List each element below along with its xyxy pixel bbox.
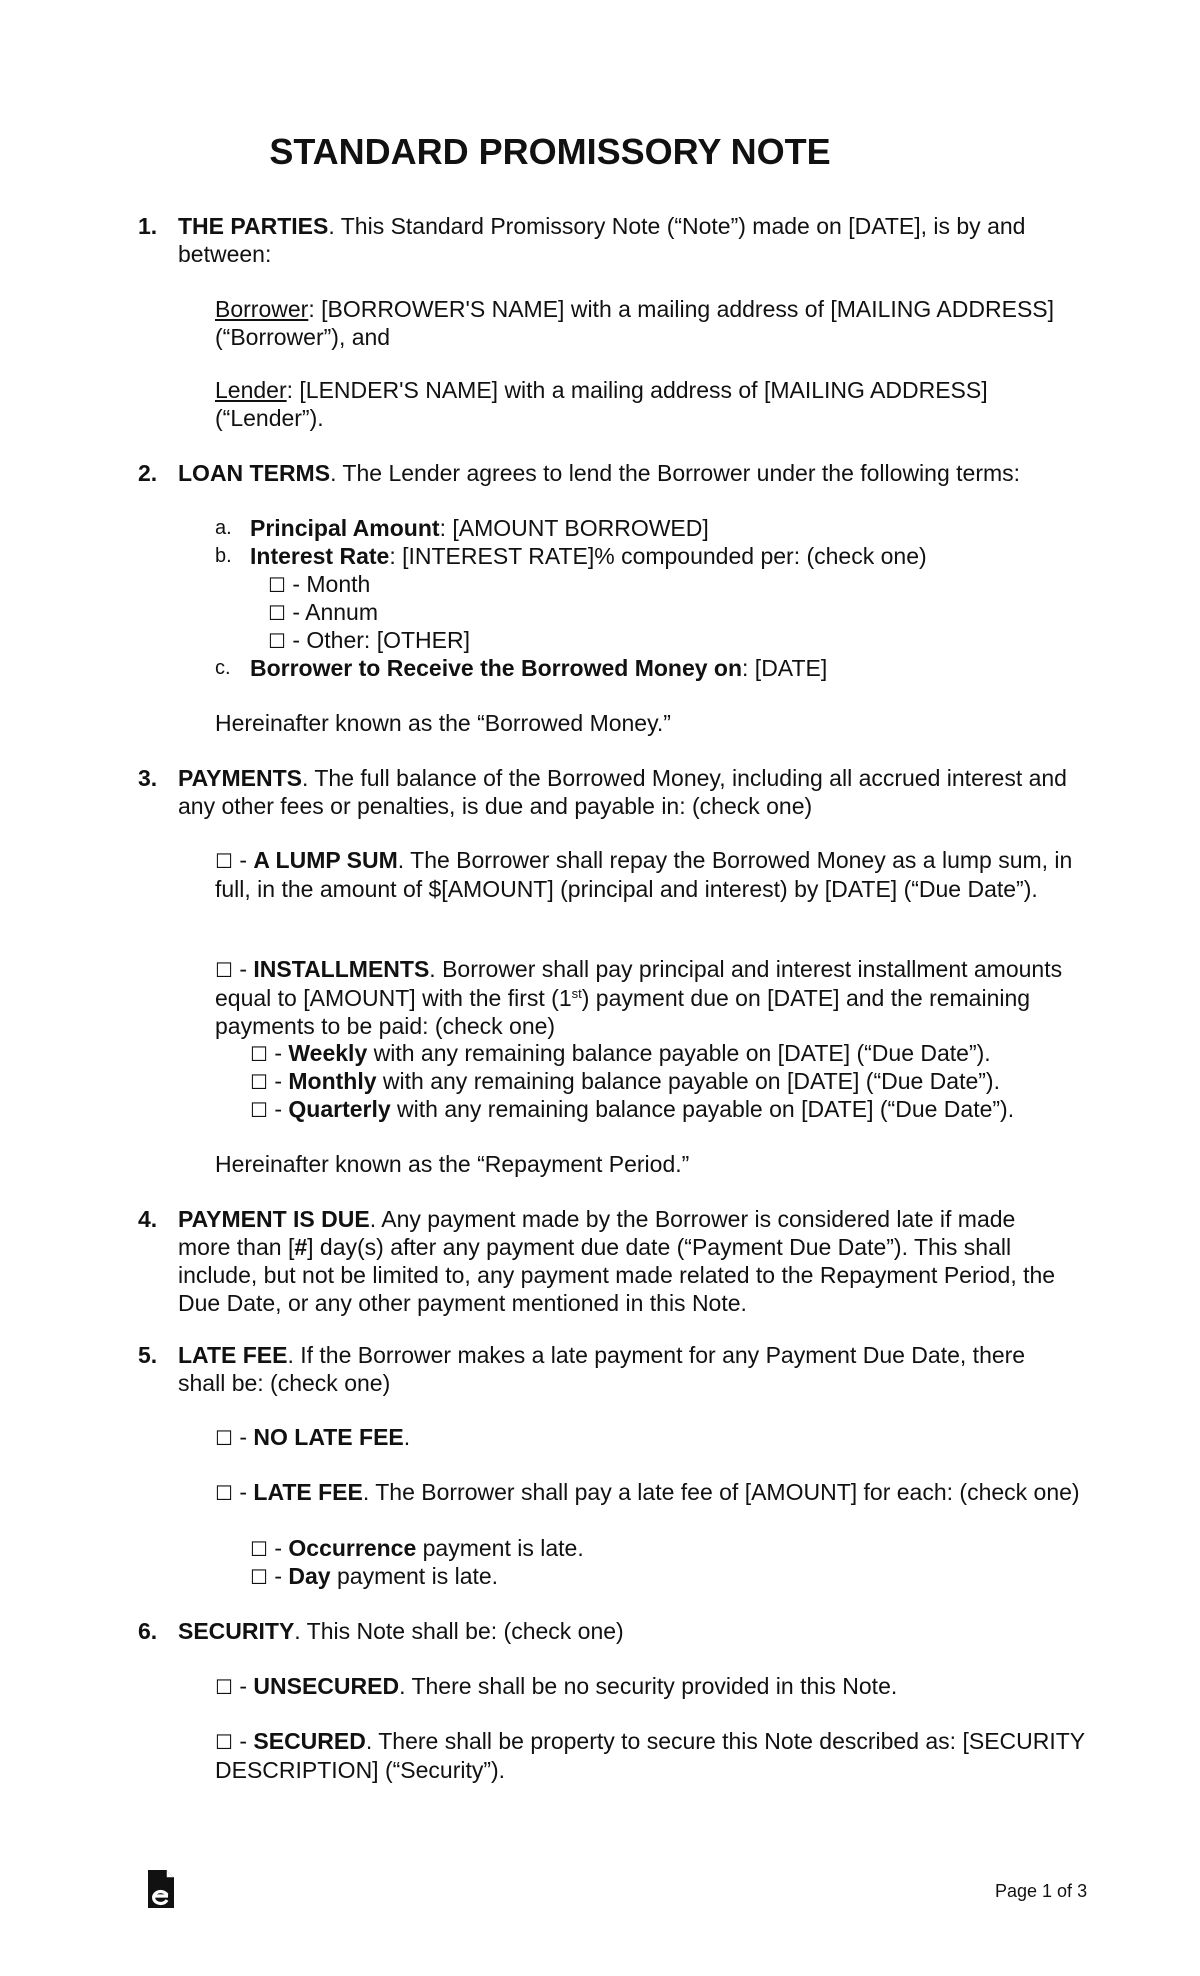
document-logo-icon — [146, 1868, 176, 1910]
section-number: 4. — [138, 1206, 158, 1232]
option-monthly: ☐ - Monthly with any remaining balance payable on [DATE] (“Due Date”). — [250, 1068, 1000, 1094]
section-heading: PAYMENTS — [178, 765, 302, 791]
checkbox-late-fee[interactable]: ☐ — [215, 1481, 233, 1505]
section-heading: SECURITY — [178, 1618, 295, 1644]
section-text: SECURITY. This Note shall be: (check one) — [178, 1618, 624, 1644]
section-security — [140, 1617, 1070, 1645]
section-number: 3. — [138, 765, 158, 791]
option-occurrence: ☐ - Occurrence payment is late. — [250, 1535, 584, 1561]
checkbox-lump-sum[interactable]: ☐ — [215, 849, 233, 873]
document-title: STANDARD PROMISSORY NOTE — [269, 131, 831, 172]
term-interest-rate: b. Interest Rate: [INTEREST RATE]% compounded per: (check one) — [215, 543, 927, 569]
option-other: ☐ - Other: [OTHER] — [268, 627, 470, 653]
option-month: ☐ - Month — [268, 571, 371, 597]
checkbox-unsecured[interactable]: ☐ — [215, 1675, 233, 1699]
section-text: LATE FEE. If the Borrower makes a late payment for any Payment Due Date, there shall be: (check one) — [178, 1342, 1026, 1396]
repayment-period-definition: Hereinafter known as the “Repayment Period.” — [215, 1151, 690, 1177]
list-letter: a. — [215, 517, 232, 539]
checkbox-annum[interactable]: ☐ — [268, 601, 286, 625]
checkbox-month[interactable]: ☐ — [268, 573, 286, 597]
checkbox-quarterly[interactable]: ☐ — [250, 1098, 268, 1122]
section-text: LOAN TERMS. The Lender agrees to lend the Borrower under the following terms: — [178, 460, 1021, 486]
section-payments — [140, 764, 1070, 820]
option-late-fee: ☐ - LATE FEE. The Borrower shall pay a late fee of [AMOUNT] for each: (check one) — [215, 1479, 1080, 1505]
checkbox-monthly[interactable]: ☐ — [250, 1070, 268, 1094]
section-loan-terms — [140, 459, 1070, 487]
lender-clause: Lender: [LENDER'S NAME] with a mailing address of [MAILING ADDRESS] (“Lender”). — [215, 377, 988, 431]
option-day: ☐ - Day payment is late. — [250, 1563, 499, 1589]
option-unsecured: ☐ - UNSECURED. There shall be no security provided in this Note. — [215, 1673, 898, 1699]
section-heading: LATE FEE — [178, 1342, 288, 1368]
checkbox-secured[interactable]: ☐ — [215, 1730, 233, 1754]
list-letter: c. — [215, 657, 231, 679]
section-payment-due — [140, 1205, 1070, 1317]
checkbox-day[interactable]: ☐ — [250, 1565, 268, 1589]
section-parties — [140, 212, 1070, 268]
list-letter: b. — [215, 545, 232, 567]
checkbox-weekly[interactable]: ☐ — [250, 1042, 268, 1066]
lender-label: Lender — [215, 377, 287, 403]
section-heading: LOAN TERMS — [178, 460, 331, 486]
term-receive-date: c. Borrower to Receive the Borrowed Money on: [DATE] — [215, 655, 828, 681]
section-text: PAYMENTS. The full balance of the Borrowed Money, including all accrued interest and any other fees or penalties, is due and payable in: (check one) — [178, 765, 1067, 819]
checkbox-other[interactable]: ☐ — [268, 629, 286, 653]
term-principal: a. Principal Amount: [AMOUNT BORROWED] — [215, 515, 709, 541]
checkbox-occurrence[interactable]: ☐ — [250, 1537, 268, 1561]
section-number: 6. — [138, 1618, 158, 1644]
section-heading: THE PARTIES — [178, 213, 329, 239]
option-secured: ☐ - SECURED. There shall be property to secure this Note described as: [SECURITY DESCRIPTION] (“Security”). — [215, 1728, 1085, 1783]
borrowed-money-definition: Hereinafter known as the “Borrowed Money.” — [215, 710, 671, 736]
section-late-fee — [140, 1341, 1070, 1397]
option-weekly: ☐ - Weekly with any remaining balance payable on [DATE] (“Due Date”). — [250, 1040, 991, 1066]
section-number: 5. — [138, 1342, 158, 1368]
section-text: PAYMENT IS DUE. Any payment made by the Borrower is considered late if made more than [#] day(s) after any payment due date (“Payment Due Date”). This shall include, but not be limited to, any payment made related to the Repayment Period, the Due Date, or any other payment mentioned in this Note. — [178, 1206, 1056, 1316]
section-heading: PAYMENT IS DUE — [178, 1206, 370, 1232]
section-number: 2. — [138, 460, 158, 486]
option-quarterly: ☐ - Quarterly with any remaining balance payable on [DATE] (“Due Date”). — [250, 1096, 1015, 1122]
checkbox-installments[interactable]: ☐ — [215, 958, 233, 982]
option-annum: ☐ - Annum — [268, 599, 378, 625]
option-installments: ☐ - INSTALLMENTS. Borrower shall pay principal and interest installment amounts equal to [AMOUNT] with the first (1st) payment due on [DATE] and the remaining payments to be paid: (check one) — [215, 956, 1063, 1039]
borrower-label: Borrower — [215, 296, 309, 322]
checkbox-no-late-fee[interactable]: ☐ — [215, 1426, 233, 1450]
option-no-late-fee: ☐ - NO LATE FEE. — [215, 1424, 411, 1450]
page-number: Page 1 of 3 — [995, 1881, 1088, 1901]
section-number: 1. — [138, 213, 158, 239]
option-lump-sum: ☐ - A LUMP SUM. The Borrower shall repay the Borrowed Money as a lump sum, in full, in the amount of $[AMOUNT] (principal and interest) by [DATE] (“Due Date”). — [215, 847, 1073, 902]
section-text: THE PARTIES. This Standard Promissory Note (“Note”) made on [DATE], is by and between: — [178, 213, 1026, 267]
borrower-clause: Borrower: [BORROWER'S NAME] with a mailing address of [MAILING ADDRESS] (“Borrower”), and — [215, 296, 1055, 350]
